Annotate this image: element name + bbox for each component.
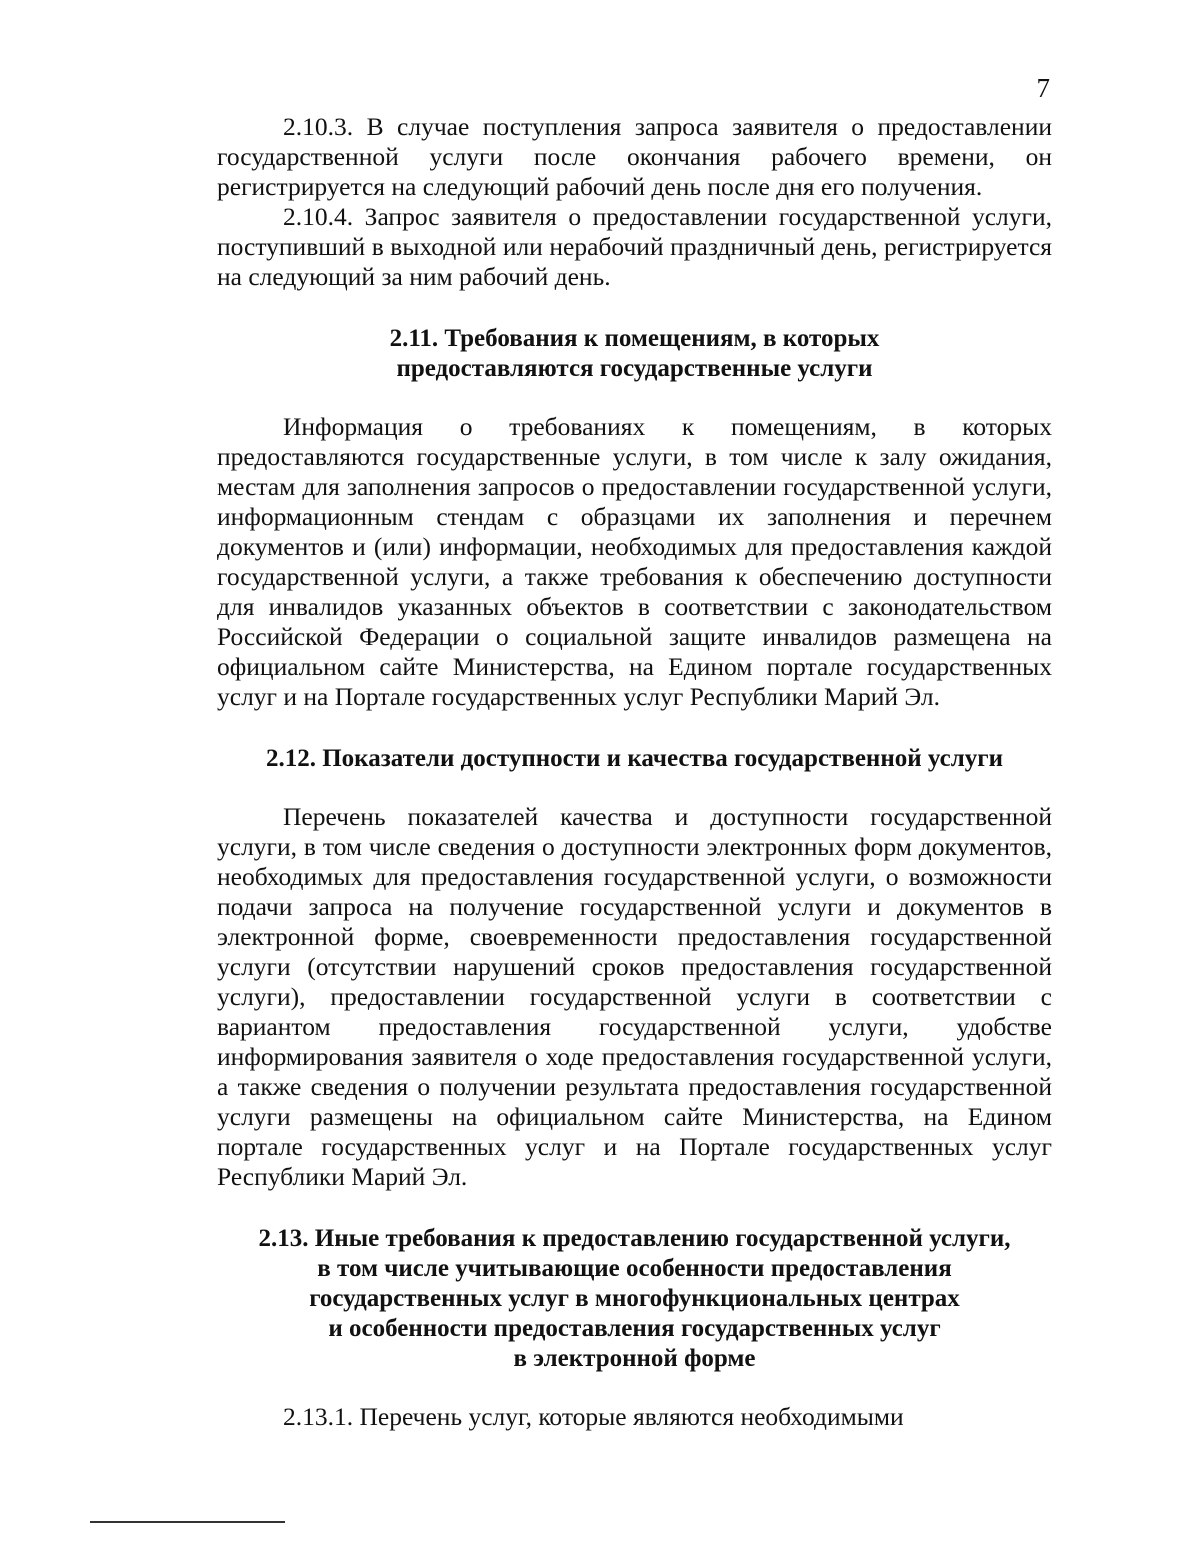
page-number: 7 (1036, 73, 1050, 103)
section-heading-2-13 (217, 1224, 1052, 1374)
heading-line: в том числе учитывающие особенности предоставления (317, 1255, 952, 1282)
paragraph-2-13-1: 2.13.1. Перечень услуг, которые являются необходимыми (283, 1402, 904, 1431)
heading-line: предоставляются государственные услуги (396, 355, 873, 382)
document-body (217, 112, 1052, 1432)
paragraph-2-12: Перечень показателей качества и доступности государственной услуги, в том числе сведения о доступности электронных форм документов, необходимых для предоставления государственной услуги, о возможности подачи запроса на получение государственной услуги и документов в электронной форме, своевременности предоставления государственной услуги (отсутствии нарушений сроков предоставления государственной услуги), предоставлении государственной услуги в соответствии с вариантом предоставления государственной услуги, удобстве информирования заявителя о ходе предоставления государственной услуги, а также сведения о получении результата предоставления государственной услуги размещены на официальном сайте Министерства, на Едином портале государственных услуг и на Портале государственных услуг Республики Марий Эл. (217, 802, 1052, 1191)
heading-line: 2.12. Показатели доступности и качества государственной услуги (265, 745, 1004, 772)
heading-line: государственных услуг в многофункциональных центрах (309, 1285, 960, 1312)
section-heading-2-11 (217, 324, 1052, 384)
section-heading-2-12 (217, 744, 1052, 774)
paragraph-2-10-3: 2.10.3. В случае поступления запроса заявителя о предоставлении государственной услуги после окончания рабочего времени, он регистрируется на следующий рабочий день после дня его получения. (217, 112, 1052, 201)
heading-line: и особенности предоставления государственных услуг (328, 1315, 941, 1342)
heading-line: 2.11. Требования к помещениям, в которых (389, 325, 880, 352)
heading-line: в электронной форме (513, 1345, 756, 1372)
footnote-separator (90, 1521, 285, 1523)
paragraph-2-10-4: 2.10.4. Запрос заявителя о предоставлении государственной услуги, поступивший в выходной или нерабочий праздничный день, регистрируется на следующий за ним рабочий день. (217, 202, 1052, 291)
heading-line: 2.13. Иные требования к предоставлению государственной услуги, (258, 1225, 1011, 1252)
paragraph-2-11: Информация о требованиях к помещениям, в которых предоставляются государственные услуги, в том числе к залу ожидания, местам для заполнения запросов о предоставлении государственной услуги, информационным стендам с образцами их заполнения и перечнем документов и (или) информации, необходимых для предоставления каждой государственной услуги, а также требования к обеспечению доступности для инвалидов указанных объектов в соответствии с законодательством Российской Федерации о социальной защите инвалидов размещена на официальном сайте Министерства, на Едином портале государственных услуг и на Портале государственных услуг Республики Марий Эл. (217, 412, 1052, 711)
